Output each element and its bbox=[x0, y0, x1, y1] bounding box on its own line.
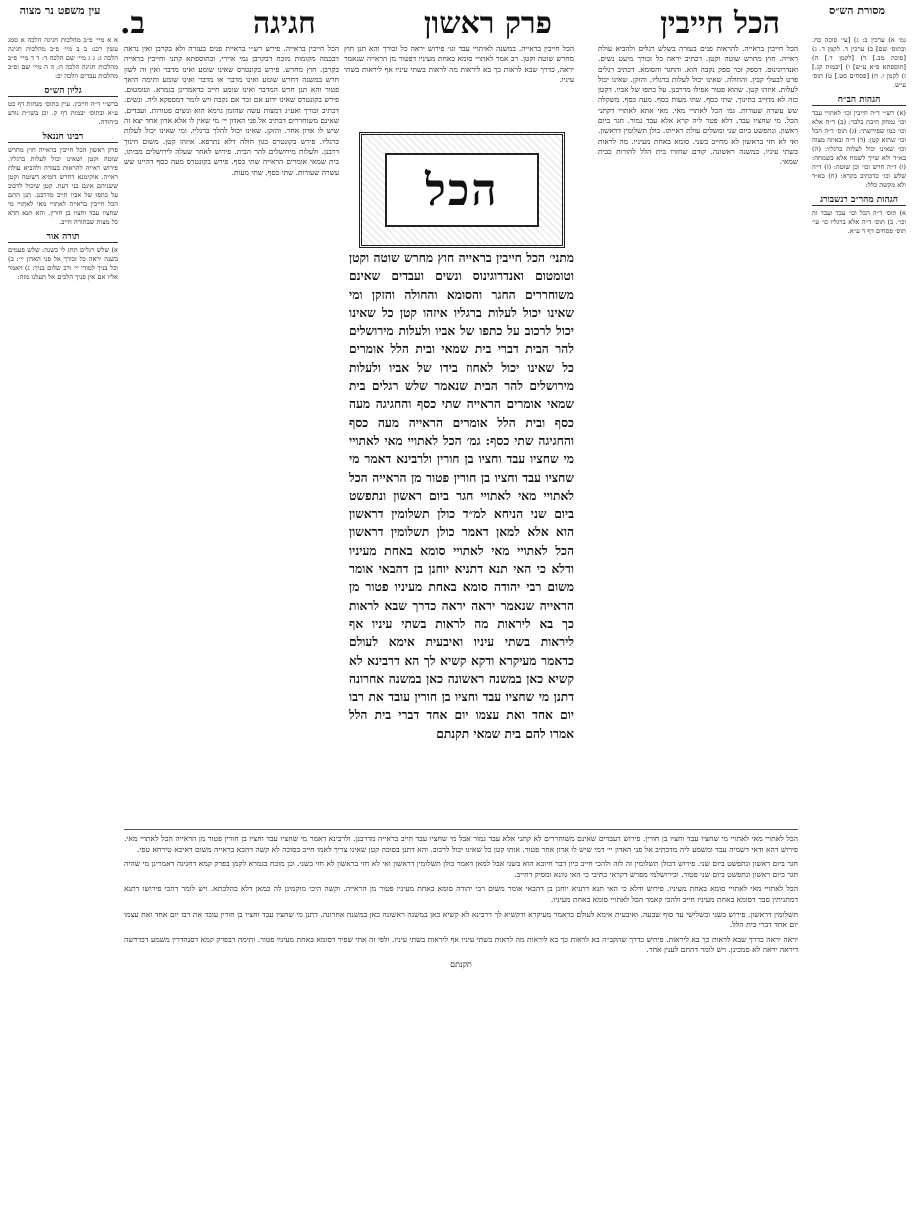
tractate-page-title bbox=[660, 6, 780, 41]
bottom-paragraph-3: הכל לאתויי מאי לאתויי סומא באחת מעיניו. פירוש ודלא כי האי תנא דתניא יוחנן בן דהבאי אומר משום רבי יהודה סומא באחת מעיניו פטור מן הראייה. וקשה היכי מוקמינן לה כמאן דלא כהלכתא. ויש לומר דהכי פירושו דתנא דמתניתין סבר דסומא באחת מעיניו חייב ולהכי קאמר הכל לאתויי סומא באחת מעיניו. bbox=[124, 884, 798, 904]
torah-or-text: א) שלש רגלים תחג לי בשנה: שלש פעמים בשנה יראה כל זכורך אל פני האדון יי׳: ב) וכל בניך למודי יי׳ ורב שלום בניך: ג) ויאמר אליו אם אין פניך הלכים אל תעלנו מזה: bbox=[8, 246, 118, 281]
bottom-ending: תקנתם bbox=[450, 959, 472, 969]
maharsha-text: א) תוס׳ ד״ה הכל וכו׳ עבד ועבד זה וכו׳. ב) תוס׳ ד״ה אלא ברגליו כו׳ עי׳ תוס׳ פסחים דף ד ע״א. bbox=[812, 209, 906, 235]
right-margin-column bbox=[812, 36, 906, 1206]
left-margin-column bbox=[8, 36, 118, 1206]
hagahot-habach-text: (א) רש״י ד״ה חייבין וכו׳ לאתויי עבד וכו׳ נמחק תיבת בלבד: (ב) ד״ה אלא וכו׳ כמו שפירשתי: (ג) תוס׳ ד״ה הכל וכו׳ שהוא קטן: (ד) ד״ה ובאיזה מצוה וכו׳ שאינו יכול לעלות ברגליו: (ה) בא״ד ולא שייך לשמח אלא בשמחה: (ו) ד״ה חרש וכו׳ וכן שוטה: (ז) ד״ה שלש וכו׳ כדכתיב בקרא: (ח) בא״ד ולא מקשה כלל: bbox=[812, 109, 906, 189]
page-number: ב. bbox=[120, 5, 145, 41]
page-header bbox=[120, 6, 780, 40]
bottom-paragraph-2: חגר ביום ראשון ונתפשט ביום שני. פירוש דכולן תשלומין זה לזה ולהכי חייב כיון דבר חיובא הוא בשני אבל למאן דאמר כולן תשלומין דראשון ואי לא חזי בראשון לא חזי בשני. וכן מוכח בגמרא לקמן בפרק קמא דחגיגה דאמרינן מי שהיה חגר ביום ראשון ונתפשט ביום שני פטור. ובירושלמי מפרש דקראי כתיבי כי האי גוונא ומסיק דחייב. bbox=[124, 859, 798, 879]
mishnah-marker: מתני׳ bbox=[549, 251, 575, 265]
chapter-name: הכל חייבין bbox=[660, 5, 780, 41]
bottom-paragraph-5: יראה יראה כדרך שבא לראות כך בא ליראות. פירוש כדרך שהקב״ה בא לראות כך בא ליראות מה לראות בשתי עיניו אף ליראות בשתי עיניו. ולפי זה אתי שפיר דסומא באחת מעיניו פטור. ותימה דבפרק קמא דסנהדרין משמע דבדרשה דיראה יראה לא סמכינן. ויש לומר דהתם לענין אחר. bbox=[124, 934, 798, 955]
rabbeinu-chananel-title: רבינו חננאל bbox=[8, 133, 118, 143]
gemara-text bbox=[349, 249, 575, 741]
tosafot-text: הכל חייבין בראייה. פירש רש״י בראיית פנים בעזרה ולא בקרבן ואין נראה דבכמה מקומות מוכח דבקרבן נמי איירי, ובתוספתא קתני וחייבין בראייה בקרבן. חוץ מחרש. פירש בקונטרס שאינו שומע ואינו מדבר ואין זה לשון חרש במשנה דחרש שומע ואינו מדבר או מדבר ואינו שומע ותימה היאך פטור והא תנן חרש המדבר ואינו שומע חייב כדאמרינן בגמרא. וטומטום. פירש בקונטרס שאינו ידוע אם זכר אם נקבה ויש לומר דמספקא ליה. ונשים. דכתיב זכורך ואע״ג דמצות עשה שהזמן גרמא הוא ונשים פטורות. ועבדים. שאינם משוחררים דכתיב אל פני האדון יי׳ מי שאין לו אלא אדון אחד יצא זה שיש לו אדון אחר. והזקן. שאינו יכול להלך ברגליו. ומי שאינו יכול לעלות ברגליו. פירש בקונטרס כגון חולה דלא נתרפא. איזהו קטן. משום חינוך דרבנן. ולעלות מירושלים להר הבית. פירוש לאחר שעלה לירושלים מביתו. בית שמאי אומרים הראייה שתי כסף. פירש בקונטרס מעה כסף דהיינו שש עשרה שעורות. שתי כסף. שתי מעות. bbox=[124, 44, 339, 177]
bottom-commentary bbox=[124, 829, 798, 1209]
gemara-header-commentary bbox=[344, 44, 574, 124]
torah-or-title: תורה אור bbox=[8, 233, 118, 243]
masoret-hashas-text: גמ׳ א) ערכין ב: ג) [עי׳ סוכה כח. ובתוס׳ שם] ב) ערכין ד. לקמן ד. ג) [סוכה מב.] ד) [לקמן ד.] ה) [תוספתא פ״א ע״ש] ו) [יבמות קג.] ז) לקמן ו. ח) [פסחים סט.] ט) תוס׳ ע״ש. bbox=[812, 36, 906, 89]
gilyon-hashas-title: גליון הש״ס bbox=[8, 87, 118, 97]
opening-word-frame bbox=[359, 132, 565, 248]
rabbeinu-chananel-text: פרק ראשון הכל חייבין בראייה חוץ מחרש שוטה וקטן ושאינו יכול לעלות ברגליו. פירוש ראייה להראות בעזרה ולהביא עולת ראייה. אוקימנא דחרש דומיא דשוטה וקטן ששניהם אינם בני דעת. קטן שיכול לרכוב על כתפו של אביו חייב מדרבנן. תנן התם הכל חייבין בראייה לאתויי מאי לאתויי מי שחציו עבד וחציו בן חורין. והא תנא חדא כל מצות שבתורה חייב. bbox=[8, 146, 118, 226]
maharsha-title: הגהות מהר״ב רנשבורג bbox=[812, 196, 906, 206]
bottom-paragraph-1: הכל לאתויי מאי לאתויי מי שחציו עבד וחציו בן חורין. פירוש דעבדים שאינם משוחררים לא קתני אלא עבד גמור אבל מי שחציו עבד חייב בראייה מדרבנן. ולרבינא דאמר מי שחציו עבד וחציו בן חורין פטור מן הראייה הכל לאתויי מאי. פירוש דהא ודאי דשמיה עבד ומשמע ליה מדכתיב אל פני האדון יי׳ דמי שיש לו אדון אחר פטור. אותו קטן כל שאינו יכול לרכוב. והא דתנן בסוכה קטן שאינו צריך לאמו חייב בסוכה לא קשה דהכא בראייה משום דאיכא טירחא טפי. bbox=[124, 834, 798, 854]
masoret-hashas-title: מסורת הש״ס bbox=[828, 4, 886, 17]
bottom-paragraph-4: תשלומין דראשון. פירוש בשני ובשלישי עד סוף שבעה. ואיבעית אימא לעולם כדאמר מעיקרא ודקשיא לך דרבינא לא קשיא כאן במשנה ראשונה כאן במשנה אחרונה. דתנן מי שחציו עבד וחציו בן חורין עובד את רבו יום אחד ואת עצמו יום אחד דברי בית הלל. bbox=[124, 909, 798, 930]
gemara-head-text: הכל חייבין בראייה. במשנה לאיתויי עבד וגו׳ פירוש יראה כל זכורך והא תנן חוץ מחרש שוטה וקטן. רב אמר לאתויי סומא באחת מעיניו דפטור מן הראייה שנאמר יראה, כדרך שבא לראות כך בא ליראות מה לראות בשתי עיניו אף ליראות בשתי עיניו. bbox=[344, 44, 574, 84]
tosafot-commentary bbox=[124, 44, 339, 824]
hagahot-habach-title: הגהות הב״ח bbox=[812, 96, 906, 106]
ein-mishpat-text: א א מיי׳ פ״ב מהלכות חגיגה הלכה א סמג עשין רכג: ב ב מיי׳ פ״ב מהלכות חגיגה הלכה ג: ג ג מיי׳ שם הלכה ד: ד ד מיי׳ פ״ב מהלכות חגיגה הלכה ה: ה ה מיי׳ שם ופ״ב מהלכות עבדים הלכה יב: bbox=[8, 36, 118, 80]
talmud-block bbox=[124, 44, 798, 824]
main-text-area bbox=[124, 44, 798, 1204]
rashi-commentary bbox=[598, 44, 798, 824]
opening-word: הכל bbox=[385, 153, 539, 227]
chapter-title: פרק ראשון bbox=[423, 5, 552, 41]
rashi-text: הכל חייבין בראייה. להראות פנים בעזרה בשלש רגלים ולהביא עולת ראייה. חוץ מחרש שוטה וקטן. דכתיב יראה כל זכורך מיעט נשים. ואנדרוגינוס. דספק זכר ספק נקבה הוא. והחגר והסומא. דכתיב רגלים פרט לבעלי קבין. והחולה. שאינו יכול לעלות ברגליו. והזקן. שאינו יכול לעלות. איזהו קטן. שהוא פטור אפילו מדרבנן. על כתפו של אביו. דקטן כזה לא מחייב בחינוך. שתי כסף. שתי מעות כסף. מעה כסף. משקלה שש עשרה שעורות. גמ׳ הכל לאתויי מאי. מאי אתא לאתויי דקתני הכל. מי שחציו עבד. דלא פטר ליה קרא אלא עבד גמור. חגר ביום ראשון. ונתפשט ביום שני ומשלים עולת ראייתו. כולן תשלומין דראשון. ואי לא חזי בראשון לא מחייב בשני. סומא באחת מעיניו. מה לראות בשתי עיניו. במשנה ראשונה. קודם שחזרו בית הלל להורות כבית שמאי. bbox=[598, 44, 798, 167]
gilyon-hashas-text: ברש״י ד״ה חייבין. עיין בתוס׳ מנחות דף כט ע״א ובתוס׳ יבמות דף ק. וכן בשו״ת נודע ביהודה. bbox=[8, 100, 118, 126]
tractate-title: חגיגה bbox=[253, 5, 316, 41]
gemara-body: הכל חייבין בראייה חוץ מחרש שוטה וקטן וטומטום ואנדרוגינוס ונשים ועבדים שאינם משוחררים החגר והסומא והחולה והזקן ומי שאינו יכול לעלות ברגליו איזהו קטן כל שאינו יכול לרכוב על כתפו של אביו ולעלות מירושלים להר הבית דברי בית שמאי ובית הלל אומרים כל שאינו יכול לאחוז בידו של אביו ולעלות מירושלים להר הבית שנאמר שלש רגלים בית שמאי אומרים הראייה שתי כסף והחגיגה מעה כסף ובית הלל אומרים הראייה מעה כסף והחגיגה שתי כסף: גמ׳ הכל לאתויי מאי לאתויי מי שחציו עבד וחציו בן חורין ולרבינא דאמר מי שחציו עבד וחציו בן חורין פטור מן הראייה הכל לאתויי מאי לאתויי חגר ביום ראשון ונתפשט ביום שני הניחא למ״ד כולן תשלומין דראשון הוא אלא למאן דאמר כולן תשלומין דראשון הכל לאתויי מאי לאתויי סומא באחת מעיניו ודלא כי האי תנא דתניא יוחנן בן דהבאי אומר משום רבי יהודה סומא באחת מעיניו פטור מן הראייה שנאמר יראה יראה כדרך שבא לראות כך בא ליראות מה לראות בשתי עיניו אף ליראות בשתי עיניו ואיבעית אימא לעולם כדאמר מעיקרא ודקא קשיא לך הא דרבינא לא קשיא כאן במשנה ראשונה כאן במשנה אחרונה דתנן מי שחציו עבד וחציו בן חורין עובד את רבו יום אחד ואת עצמו יום אחד דברי בית הלל אמרו להם בית שמאי תקנתם bbox=[349, 251, 574, 741]
ein-mishpat-title: עין משפט נר מצוה bbox=[19, 4, 101, 17]
